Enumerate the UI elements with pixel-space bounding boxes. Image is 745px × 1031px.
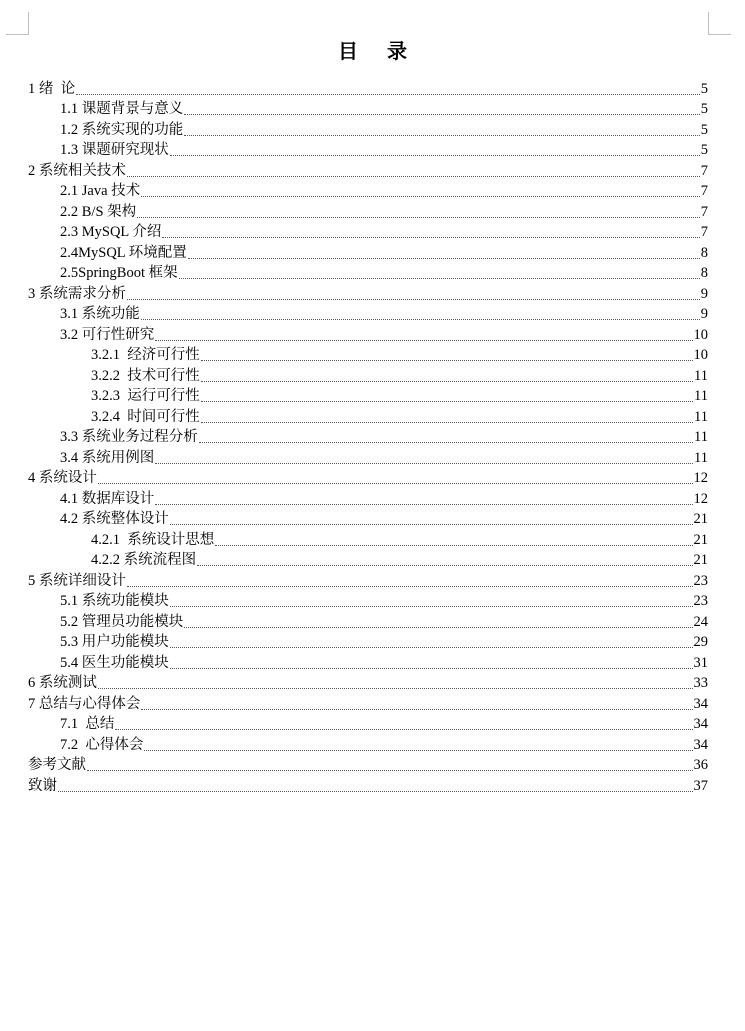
toc-entry[interactable] [28,467,708,488]
toc-dot-leader [170,647,693,648]
toc-entry-label: 1 绪 论 [28,80,76,97]
toc-entry[interactable] [28,282,708,303]
toc-entry[interactable] [28,569,708,590]
toc-entry[interactable] [28,590,708,611]
toc-entry[interactable] [28,692,708,713]
toc-dot-leader [141,319,700,320]
toc-entry-page-number: 12 [693,470,708,486]
toc-entry-page-number: 12 [693,490,708,507]
toc-dot-leader [201,422,693,423]
table-of-contents [28,77,708,795]
toc-entry-page-number: 5 [700,101,708,117]
toc-dot-leader [144,750,692,751]
toc-dot-leader [201,401,693,402]
toc-entry[interactable] [28,77,708,98]
toc-entry-page-number: 5 [700,142,708,158]
toc-entry-label: 5 系统详细设计 [28,572,126,589]
toc-entry[interactable] [28,364,708,385]
toc-dot-leader [188,258,700,259]
toc-dot-leader [137,217,700,218]
toc-entry-label: 2.1 Java 技术 [60,183,141,199]
toc-entry-page-number: 9 [700,285,708,302]
toc-dot-leader [58,791,693,792]
toc-entry-page-number: 34 [693,736,708,753]
toc-entry-page-number: 21 [693,511,708,527]
toc-entry[interactable] [28,487,708,508]
toc-dot-leader [162,237,699,238]
toc-entry-label: 6 系统测试 [28,675,97,691]
toc-entry[interactable] [28,713,708,734]
toc-entry-label: 参考文献 [28,757,86,773]
toc-dot-leader [170,606,693,607]
toc-entry-page-number: 8 [700,265,708,281]
toc-entry-label: 3.3 系统业务过程分析 [60,429,198,445]
toc-entry-page-number: 21 [693,552,708,568]
toc-entry-page-number: 11 [694,429,708,445]
toc-entry[interactable] [28,262,708,283]
toc-dot-leader [155,463,693,464]
toc-dot-leader [155,340,692,341]
toc-entry[interactable] [28,385,708,406]
toc-dot-leader [184,627,692,628]
toc-entry-page-number: 8 [700,244,708,261]
toc-dot-leader [115,729,692,730]
toc-entry-page-number: 31 [693,654,708,671]
toc-entry-page-number: 11 [694,449,708,466]
toc-entry-label: 致谢 [28,777,57,794]
toc-entry[interactable] [28,159,708,180]
toc-entry[interactable] [28,118,708,139]
toc-entry[interactable] [28,631,708,652]
toc-entry-page-number: 9 [700,306,708,322]
toc-entry-page-number: 29 [693,634,708,650]
toc-entry[interactable] [28,323,708,344]
toc-entry-label: 4.2.2 系统流程图 [91,552,197,568]
toc-dot-leader [184,135,700,136]
toc-entry-label: 7.1 总结 [60,716,115,732]
toc-entry-page-number: 21 [693,531,708,548]
toc-entry[interactable] [28,528,708,549]
toc-entry-label: 4 系统设计 [28,470,97,486]
toc-entry-label: 3.2.4 时间可行性 [91,408,200,425]
toc-entry[interactable] [28,754,708,775]
toc-entry-page-number: 33 [693,675,708,691]
toc-entry[interactable] [28,508,708,529]
toc-entry[interactable] [28,549,708,570]
toc-entry-label: 5.4 医生功能模块 [60,654,169,671]
toc-entry-label: 5.3 用户功能模块 [60,634,169,650]
toc-dot-leader [170,524,693,525]
toc-entry[interactable] [28,221,708,242]
toc-entry[interactable] [28,241,708,262]
toc-entry-page-number: 7 [700,203,708,220]
toc-entry-page-number: 23 [693,572,708,589]
toc-entry-page-number: 10 [693,326,708,343]
toc-entry[interactable] [28,344,708,365]
toc-entry-page-number: 34 [693,695,708,712]
page-title: 目 录 [338,41,419,63]
toc-dot-leader [199,442,693,443]
toc-dot-leader [141,709,692,710]
crop-mark-top-left [6,12,29,35]
toc-dot-leader [127,176,700,177]
toc-entry-page-number: 11 [694,408,708,425]
toc-entry-page-number: 34 [693,716,708,732]
toc-dot-leader [179,278,700,279]
toc-entry-page-number: 36 [693,757,708,773]
toc-entry[interactable] [28,610,708,631]
crop-mark-top-right [708,12,731,35]
toc-entry[interactable] [28,446,708,467]
toc-entry[interactable] [28,405,708,426]
toc-entry[interactable] [28,200,708,221]
toc-dot-leader [197,565,692,566]
toc-dot-leader [184,114,700,115]
toc-entry-label: 3 系统需求分析 [28,285,126,302]
toc-entry-page-number: 5 [700,121,708,138]
toc-dot-leader [170,155,700,156]
toc-entry-page-number: 7 [700,183,708,199]
toc-entry-label: 2.2 B/S 架构 [60,203,137,220]
toc-entry[interactable] [28,139,708,160]
toc-entry[interactable] [28,733,708,754]
toc-entry-page-number: 11 [694,388,708,404]
toc-entry-label: 5.2 管理员功能模块 [60,613,184,630]
toc-entry-page-number: 11 [694,367,708,384]
toc-entry[interactable] [28,98,708,119]
toc-entry-label: 2 系统相关技术 [28,162,126,179]
toc-entry-page-number: 24 [693,613,708,630]
toc-entry-page-number: 23 [693,593,708,609]
toc-dot-leader [141,196,700,197]
toc-entry-label: 1.1 课题背景与意义 [60,101,184,117]
toc-entry-page-number: 7 [700,224,708,240]
toc-dot-leader [127,299,700,300]
toc-dot-leader [201,360,693,361]
toc-entry[interactable] [28,651,708,672]
toc-entry-label: 4.2 系统整体设计 [60,511,169,527]
toc-entry-label: 1.3 课题研究现状 [60,142,169,158]
toc-entry-label: 4.2.1 系统设计思想 [91,531,215,548]
toc-entry-label: 3.2 可行性研究 [60,326,155,343]
toc-dot-leader [215,545,692,546]
toc-entry-label: 3.1 系统功能 [60,306,140,322]
toc-entry-page-number: 37 [693,777,708,794]
toc-dot-leader [201,381,693,382]
toc-entry-label: 3.4 系统用例图 [60,449,155,466]
toc-entry[interactable] [28,303,708,324]
toc-entry-label: 3.2.2 技术可行性 [91,367,200,384]
toc-entry-label: 7 总结与心得体会 [28,695,141,712]
toc-entry-label: 1.2 系统实现的功能 [60,121,184,138]
toc-dot-leader [170,668,693,669]
toc-dot-leader [87,770,693,771]
toc-entry-label: 2.3 MySQL 介绍 [60,224,162,240]
toc-entry[interactable] [28,426,708,447]
toc-entry-page-number: 5 [700,80,708,97]
toc-entry-label: 5.1 系统功能模块 [60,593,169,609]
toc-entry-label: 4.1 数据库设计 [60,490,155,507]
toc-entry-label: 3.2.3 运行可行性 [91,388,200,404]
toc-dot-leader [155,504,692,505]
toc-entry-label: 2.5SpringBoot 框架 [60,265,178,281]
toc-dot-leader [98,688,693,689]
toc-entry[interactable] [28,774,708,795]
toc-entry-label: 3.2.1 经济可行性 [91,347,200,363]
toc-entry-label: 7.2 心得体会 [60,736,144,753]
toc-dot-leader [76,94,700,95]
toc-entry-page-number: 10 [693,347,708,363]
toc-dot-leader [98,483,693,484]
toc-entry[interactable] [28,672,708,693]
toc-entry[interactable] [28,180,708,201]
toc-dot-leader [127,586,693,587]
toc-entry-page-number: 7 [700,162,708,179]
toc-entry-label: 2.4MySQL 环境配置 [60,244,187,261]
